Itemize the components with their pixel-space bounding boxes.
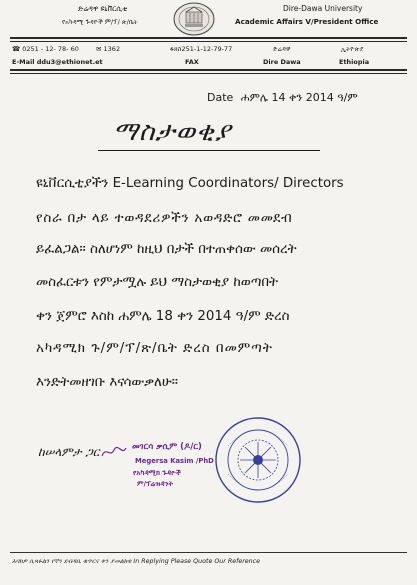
official-stamp bbox=[214, 416, 302, 504]
footer-reference-note: እባክዎ ሲጻፉልን የኛን ደብዳቤ ቁጥርና ቀን ያመልክቱ In Replying Please Quote Our Reference bbox=[12, 558, 260, 565]
body-line-1: ዩኒቨርሲቲያችን E-Learning Coordinators/ Directors bbox=[36, 176, 344, 191]
pobox-number: 1362 bbox=[103, 45, 121, 53]
body-line-2: የስራ በታ ላይ ተወዳደሪዎችን አወዳድሮ መመደብ bbox=[36, 211, 293, 226]
body-line-6: አካዳሚክ ጉ/ም/ፕ/ጽ/ቤት ድረስ በመምጣት bbox=[36, 341, 273, 356]
university-logo bbox=[173, 2, 215, 36]
contact-rule bbox=[10, 69, 407, 74]
date-value: ሐምሌ 14 ቀን 2014 ዓ/ም bbox=[240, 91, 358, 104]
office-name-amharic: የአካዳሚ ጉዳዮች ም/ፕ/ ጽ/ቤት bbox=[62, 18, 138, 26]
date-label: Date bbox=[207, 91, 234, 104]
office-name-english: Academic Affairs V/President Office bbox=[235, 17, 379, 26]
title-underline bbox=[98, 150, 320, 151]
signatory-name-english: Megersa Kasim /PhD bbox=[135, 457, 214, 465]
phone-icon: ☎ bbox=[12, 45, 21, 53]
mailbox-icon: ✉ bbox=[96, 45, 102, 53]
notice-title: ማስታወቂያ bbox=[113, 117, 232, 147]
university-name-english: Dire-Dawa University bbox=[283, 4, 363, 13]
fax-label: FAX bbox=[185, 58, 199, 66]
university-name-amharic: ድሬዳዋ ዩኒቨርሲቲ bbox=[78, 4, 128, 13]
phone-row bbox=[12, 45, 79, 53]
signatory-name-amharic: መገርሳ ቃሲም (ዶ/ር) bbox=[132, 442, 202, 452]
city-amharic: ድሬዳዋ bbox=[273, 45, 291, 53]
body-line-7: እንድትመዘገቡ እናሳውቃለሁ። bbox=[36, 375, 179, 390]
closing: ከሠላምታ ጋር bbox=[38, 445, 100, 459]
email: E-Mail ddu3@ethionet.et bbox=[12, 58, 103, 66]
body-line-5: ቀን ጀምሮ እስከ ሐምሌ 18 ቀን 2014 ዓ/ም ድረስ bbox=[36, 309, 290, 324]
phone-number: 0251 - 12- 78- 60 bbox=[22, 45, 79, 53]
signatory-title-line-2: ም/ፕሬዝዳንት bbox=[137, 480, 174, 488]
body-line-3: ይፈልጋል። ስለሆነም ከዚህ በታች በተጠቀሰው መሰረት bbox=[36, 242, 297, 257]
fax-number: ፋክስ251-1-12-79-77 bbox=[170, 45, 233, 53]
country-amharic: ኢትዮጵያ bbox=[341, 45, 364, 53]
date-line bbox=[207, 91, 358, 105]
letterhead-rule bbox=[10, 37, 407, 42]
signatory-title-line-1: የአካዳሚክ ጉዳዮች bbox=[133, 469, 181, 477]
country-english: Ethiopia bbox=[339, 58, 370, 66]
city-english: Dire Dawa bbox=[263, 58, 301, 66]
footer-rule bbox=[10, 552, 407, 553]
body-line-4: መስፈርቱን የምታሟሉ ይህ ማስታወቂያ ከወጣበት bbox=[36, 275, 279, 290]
pobox-row bbox=[96, 45, 120, 53]
handwritten-signature bbox=[100, 444, 128, 460]
